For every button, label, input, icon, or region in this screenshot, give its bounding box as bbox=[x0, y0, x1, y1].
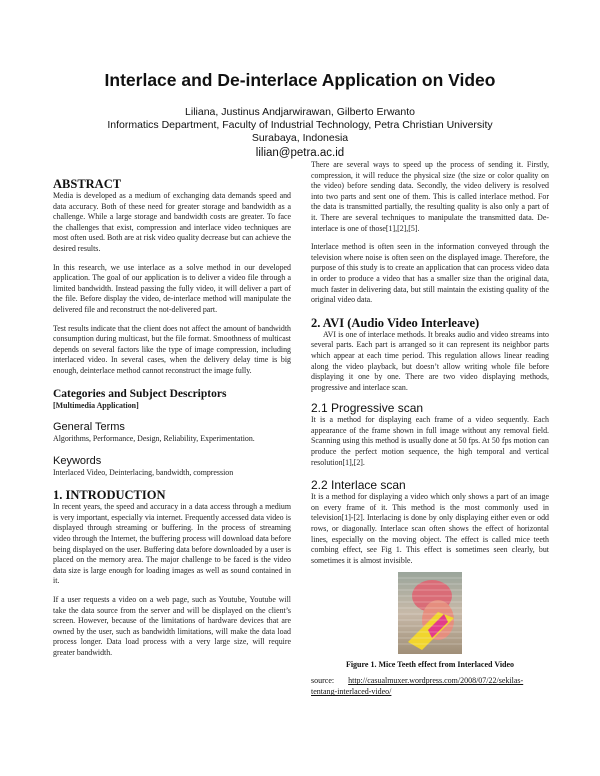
abstract-heading: ABSTRACT bbox=[53, 177, 122, 191]
source-link[interactable]: http://casualmuxer.wordpress.com/2008/07/22/sekilas-tentang-interlaced-video/ bbox=[311, 676, 524, 697]
abstract-paragraph: Test results indicate that the client does not affect the amount of bandwidth consumption during multicast, but the file format. Smoothness of multicast depends on several factors like the type of image compression, including interlaced video. In several cases, when the delivery delay time is big enough, deinterlace method cannot reconstruct the image fully. bbox=[53, 323, 291, 375]
abstract-paragraph: In this research, we use interlace as a solve method in our developed application. The goal of our application is to deliver a video file through a limited bandwidth. Instead passing the fully video, it will deliver a part of the file. Before display the video, de-interlace method will manipulate the delivered file and reconstruct the not-delivered part. bbox=[53, 262, 291, 314]
left-column bbox=[53, 177, 291, 659]
general-terms-text: Algorithms, Performance, Design, Reliability, Experimentation. bbox=[53, 434, 255, 444]
author-block bbox=[0, 106, 600, 161]
intro-paragraph: If a user requests a video on a web page, such as Youtube, Youtube will take the data source from the server and will be displayed on the client’s screen. However, because of the limitations of hardware devices that are owned by the user, such as bandwidth limitations, will make the data load process longer. Data load process with a very large size, will require greater bandwidth. bbox=[53, 595, 291, 657]
authors: Liliana, Justinus Andjarwirawan, Gilberto Erwanto bbox=[185, 106, 415, 118]
interlace-paragraph: It is a method for displaying a video which only shows a part of an image on every frame of it. This method is the most commonly used in television[1]-[2]. Interlacing is done by only displaying either even or odd rows, or diagonally. Interlace scan often shows the effect of horizontal lines, especially on the moving object. The effect is called mice teeth combing effect, see Fig 1. This effect is sometimes seen clearly, but sometimes it is almost invisible. bbox=[311, 492, 549, 565]
progressive-paragraph: It is a method for displaying each frame of a video sequently. Each appearance of the frame shown in full image without any removal field. Scanning using this method is usually done at 50 fps. At 50 fps motion can produce the perfect motion sequence, the high temporal and vertical resolution[1],[2]. bbox=[311, 415, 549, 467]
categories-heading: Categories and Subject Descriptors bbox=[53, 387, 227, 400]
figure-source bbox=[311, 675, 549, 697]
progressive-scan-heading: 2.1 Progressive scan bbox=[311, 401, 424, 416]
categories-text: [Multimedia Application] bbox=[53, 400, 139, 410]
right-column bbox=[311, 160, 549, 697]
source-label: source: bbox=[311, 676, 335, 686]
avi-heading: 2. AVI (Audio Video Interleave) bbox=[311, 315, 480, 330]
abstract-paragraph: Media is developed as a medium of exchanging data demands speed and data accuracy. Both of these need for greater storage and bandwidth as a challenge. While a large storage and bandwidth costs are greater. To face the challenges that exist, compression and interlace video techniques are most often used. Both are at risk video quality decrease but can achieve the desired results. bbox=[53, 191, 291, 253]
intro-paragraph: There are several ways to speed up the process of sending it. Firstly, compression, it will reduce the physical size (the size or color quality on the video) before sending data. Secondly, the video delivery is resolved into two parts and sent one of them. This is called interlace method. For the data is transmitted partially, the resulting quality is also only a part of it. There are several techniques to manipulate the transmitted data. De-interlace is one of those[1],[2],[5]. bbox=[311, 160, 549, 233]
introduction-heading: 1. INTRODUCTION bbox=[53, 488, 166, 503]
affiliation: Informatics Department, Faculty of Industrial Technology, Petra Christian University bbox=[107, 119, 493, 131]
avi-paragraph: AVI is one of interlace methods. It breaks audio and video streams into several parts. Each part is arranged so it can represent its neighbor parts which appear at each time period. This regulation allows linear reading along the video playback, but doesn’t allow writing whole file before displaying it one by one. There are two video displaying methods, progressive and interlace scan. bbox=[311, 329, 549, 392]
keywords-text: Interlaced Video, Deinterlacing, bandwidth, compression bbox=[53, 467, 234, 477]
intro-paragraph: In recent years, the speed and accuracy in a data access through a medium is very important, especially via internet. Frequently accessed data video is displayed through streaming or buffering. In the process of streaming video through the Internet, the buffering process will download data before being displayed on the user. Buffering data before downloaded by a user is placed on the memory area. The major challenge to be faced is the video data size is large enough for loading images as well as sound contained in it. bbox=[53, 502, 291, 586]
interlace-scan-heading: 2.2 Interlace scan bbox=[311, 478, 406, 493]
email[interactable]: lilian@petra.ac.id bbox=[255, 147, 345, 159]
mice-teeth-figure bbox=[398, 572, 462, 654]
location: Surabaya, Indonesia bbox=[251, 132, 349, 144]
figure-caption: Figure 1. Mice Teeth effect from Interlaced Video bbox=[345, 660, 515, 670]
paper-title: Interlace and De-interlace Application on Video bbox=[104, 70, 496, 90]
keywords-heading: Keywords bbox=[53, 454, 102, 467]
general-terms-heading: General Terms bbox=[53, 421, 125, 434]
intro-paragraph: Interlace method is often seen in the information conveyed through the television where noise is often seen on the displayed image. Therefore, the purpose of this study is to create an application that can process video data in order to produce a video that has a smaller size than the original data, much faster in delivering data, but still maintain the existing quality of the original video data. bbox=[311, 242, 549, 305]
